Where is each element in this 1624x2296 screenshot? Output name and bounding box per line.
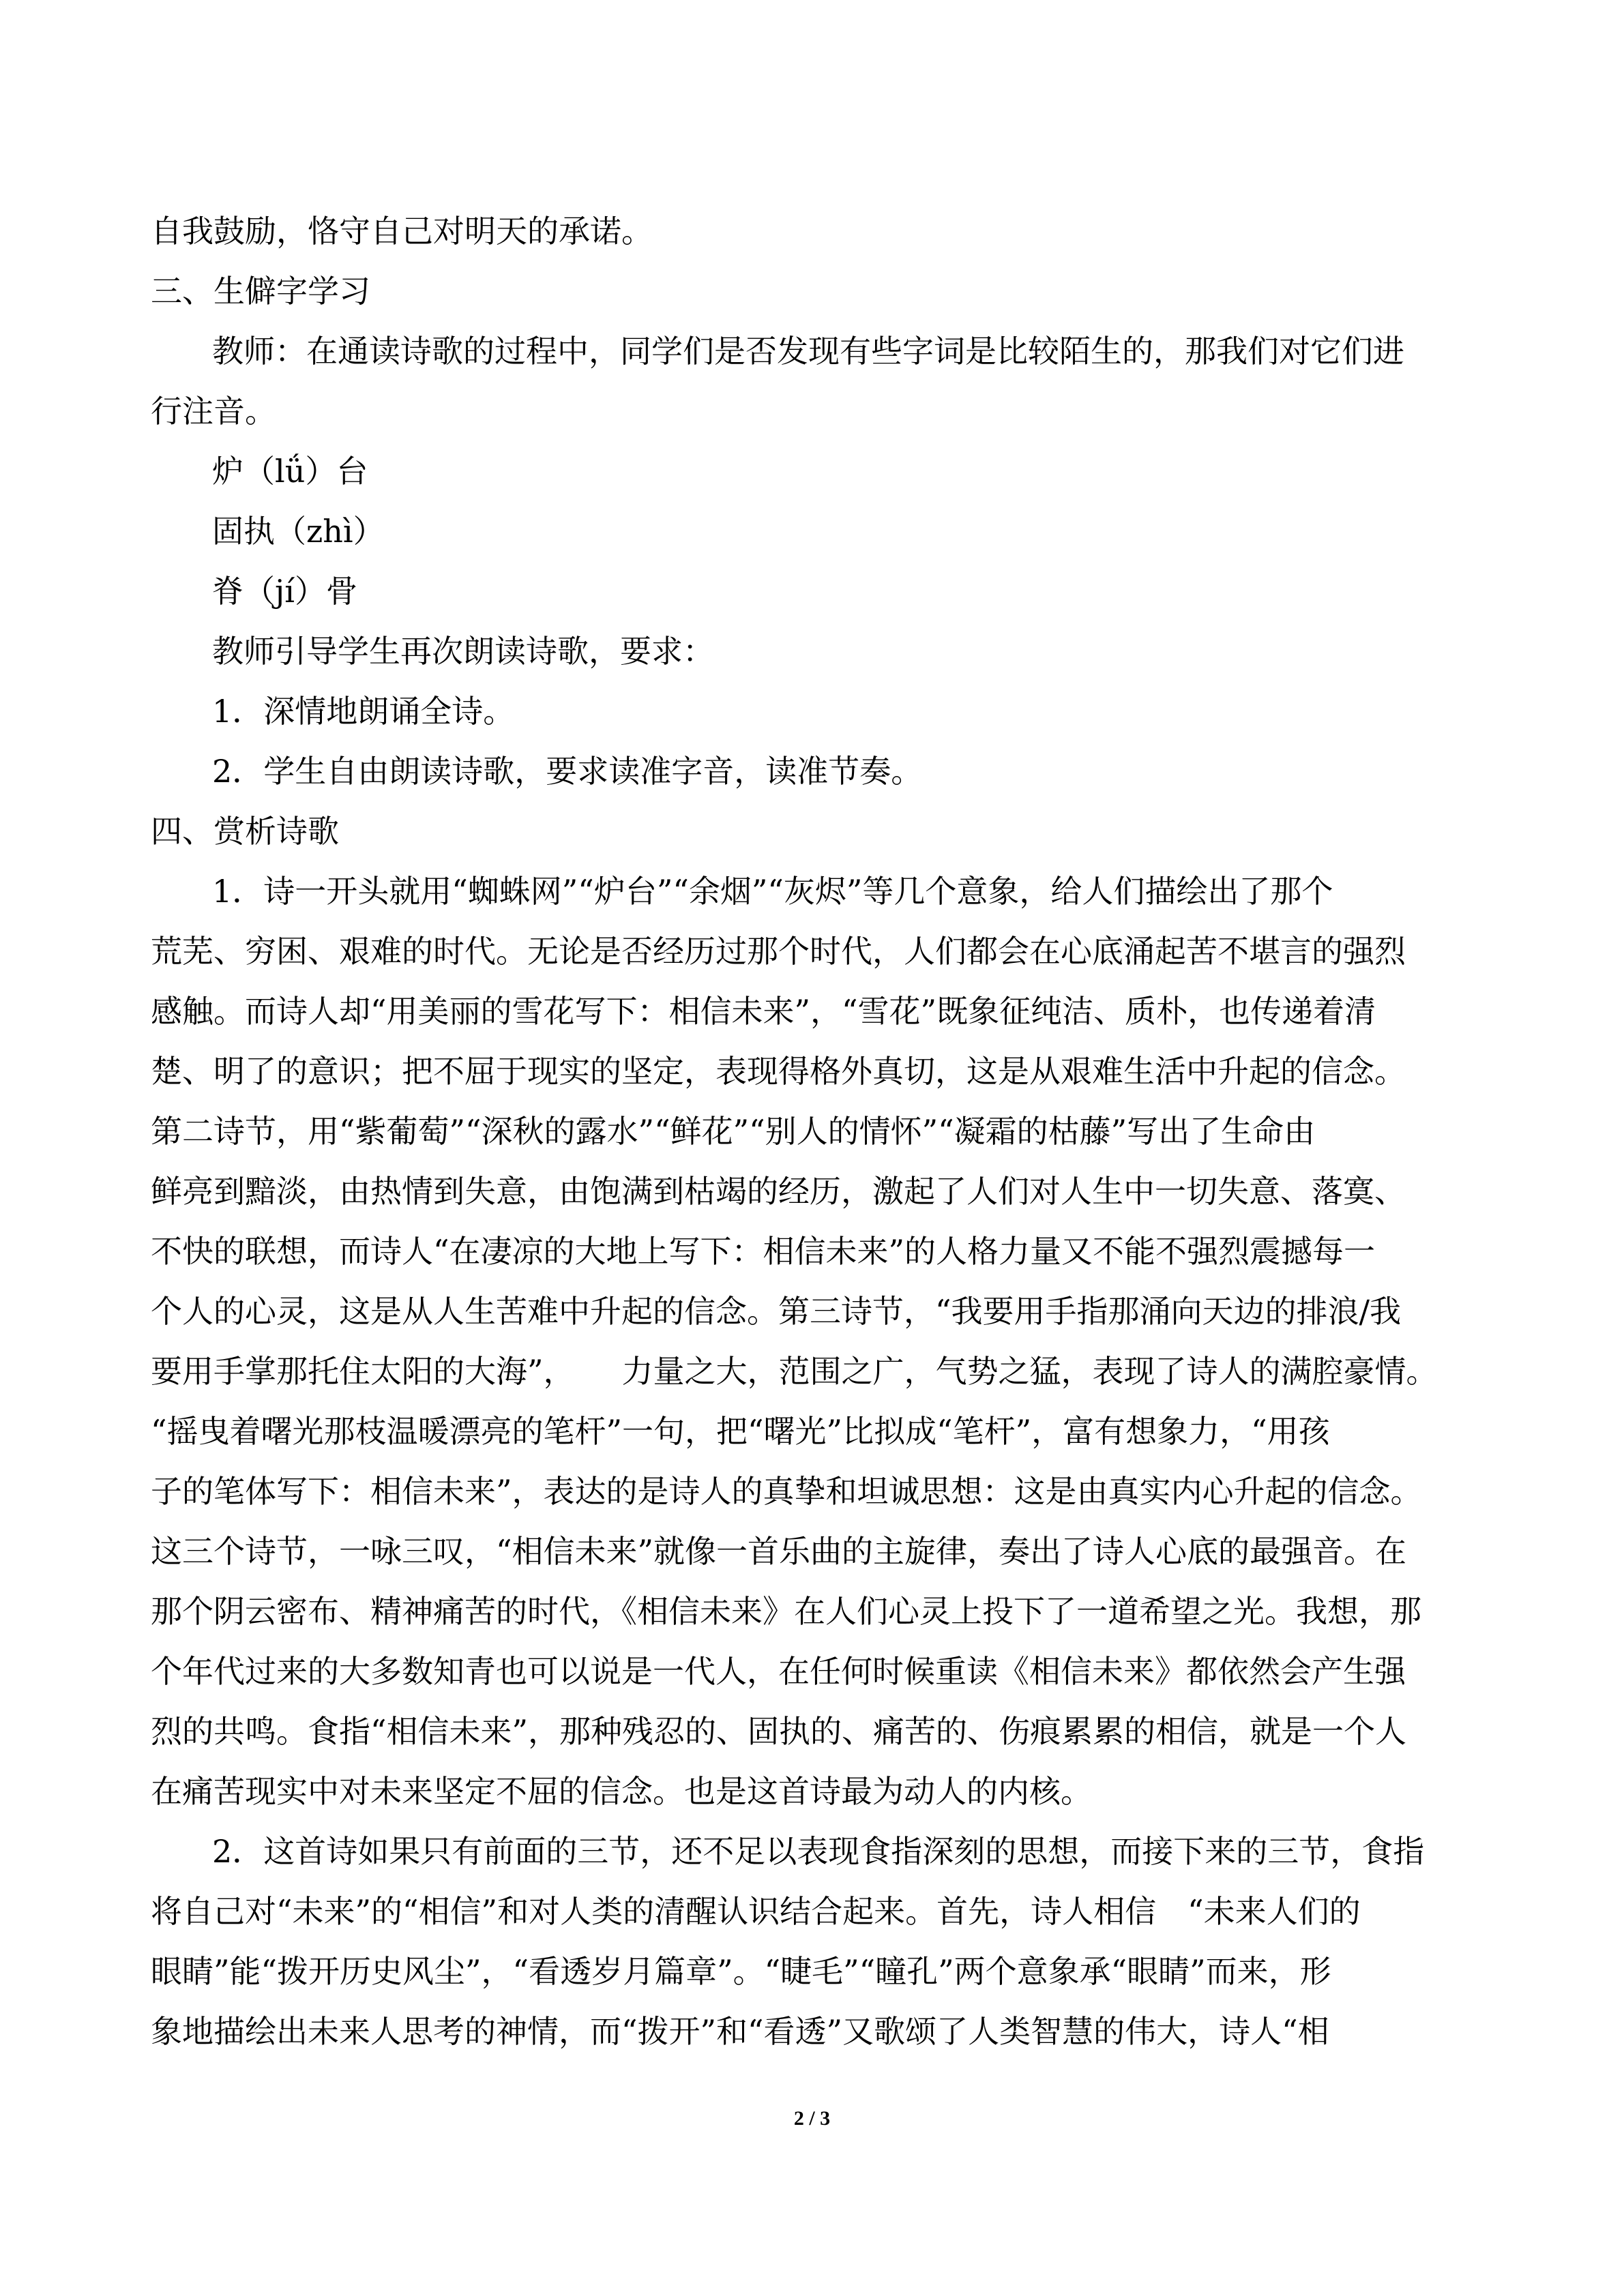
pinyin-item: 炉（lǘ）台	[212, 453, 368, 490]
list-item: 1．深情地朗诵全诗。	[212, 693, 515, 730]
text-line: 教师：在通读诗歌的过程中，同学们是否发现有些字词是比较陌生的，那我们对它们进	[212, 333, 1404, 370]
text-line: 楚、明了的意识；把不屈于现实的坚定，表现得格外真切，这是从艰难生活中升起的信念。	[151, 1053, 1406, 1090]
text-line: 眼睛”能“拨开历史风尘”，“看透岁月篇章”。“睫毛”“瞳孔”两个意象承“眼睛”而来，形	[151, 1953, 1331, 1990]
text-line: 第二诗节，用“紫葡萄”“深秋的露水”“鲜花”“别人的情怀”“凝霜的枯藤”写出了生命由	[151, 1113, 1316, 1150]
text-line: “摇曳着曙光那枝温暖漂亮的笔杆”一句，把“曙光”比拟成“笔杆”，富有想象力，“用孩	[151, 1413, 1330, 1450]
text-line: 行注音。	[151, 393, 276, 430]
text-line: 教师引导学生再次朗读诗歌，要求：	[212, 633, 714, 670]
text-line: 在痛苦现实中对未来坚定不屈的信念。也是这首诗最为动人的内核。	[151, 1773, 1092, 1810]
text-line: 烈的共鸣。食指“相信未来”，那种残忍的、固执的、痛苦的、伤痕累累的相信，就是一个人	[151, 1713, 1407, 1750]
text-line: 自我鼓励，恪守自己对明天的承诺。	[151, 213, 653, 250]
text-line: 这三个诗节，一咏三叹，“相信未来”就像一首乐曲的主旋律，奏出了诗人心底的最强音。在	[151, 1533, 1407, 1570]
text-line: 个年代过来的大多数知青也可以说是一代人，在任何时候重读《相信未来》都依然会产生强	[151, 1653, 1406, 1690]
pinyin-item: 脊（jí）骨	[212, 573, 357, 610]
text-line: 不快的联想，而诗人“在凄凉的大地上写下：相信未来”的人格力量又不能不强烈震撼每一	[151, 1233, 1376, 1270]
text-line: 子的笔体写下：相信未来”，表达的是诗人的真挚和坦诚思想：这是由真实内心升起的信念。	[151, 1473, 1422, 1510]
text-line: 1．诗一开头就用“蜘蛛网”“炉台”“余烟”“灰烬”等几个意象，给人们描绘出了那个	[212, 873, 1333, 910]
text-line: 要用手掌那托住太阳的大海”， 力量之大，范围之广，气势之猛，表现了诗人的满腔豪情。	[151, 1353, 1438, 1390]
pinyin-item: 固执（zhì）	[212, 513, 385, 550]
text-line: 个人的心灵，这是从人生苦难中升起的信念。第三诗节，“我要用手指那涌向天边的排浪/我	[151, 1293, 1402, 1330]
text-line: 荒芜、穷困、艰难的时代。无论是否经历过那个时代，人们都会在心底涌起苦不堪言的强烈	[151, 933, 1406, 970]
text-line: 象地描绘出未来人思考的神情，而“拨开”和“看透”又歌颂了人类智慧的伟大，诗人“相	[151, 2013, 1329, 2050]
text-line: 将自己对“未来”的“相信”和对人类的清醒认识结合起来。首先，诗人相信 “未来人们的	[151, 1893, 1361, 1930]
text-line: 感触。而诗人却“用美丽的雪花写下：相信未来”，“雪花”既象征纯洁、质朴，也传递着清	[151, 993, 1376, 1030]
section-heading: 三、生僻字学习	[151, 273, 370, 310]
text-line: 那个阴云密布、精神痛苦的时代，《相信未来》在人们心灵上投下了一道希望之光。我想，那	[151, 1593, 1421, 1630]
text-line: 2．这首诗如果只有前面的三节，还不足以表现食指深刻的思想，而接下来的三节，食指	[212, 1833, 1425, 1870]
list-item: 2．学生自由朗读诗歌，要求读准字音，读准节奏。	[212, 753, 923, 790]
text-line: 鲜亮到黯淡，由热情到失意，由饱满到枯竭的经历，激起了人们对人生中一切失意、落寞、	[151, 1173, 1406, 1210]
section-heading: 四、赏析诗歌	[151, 813, 339, 850]
page-number: 2 / 3	[793, 2107, 831, 2130]
